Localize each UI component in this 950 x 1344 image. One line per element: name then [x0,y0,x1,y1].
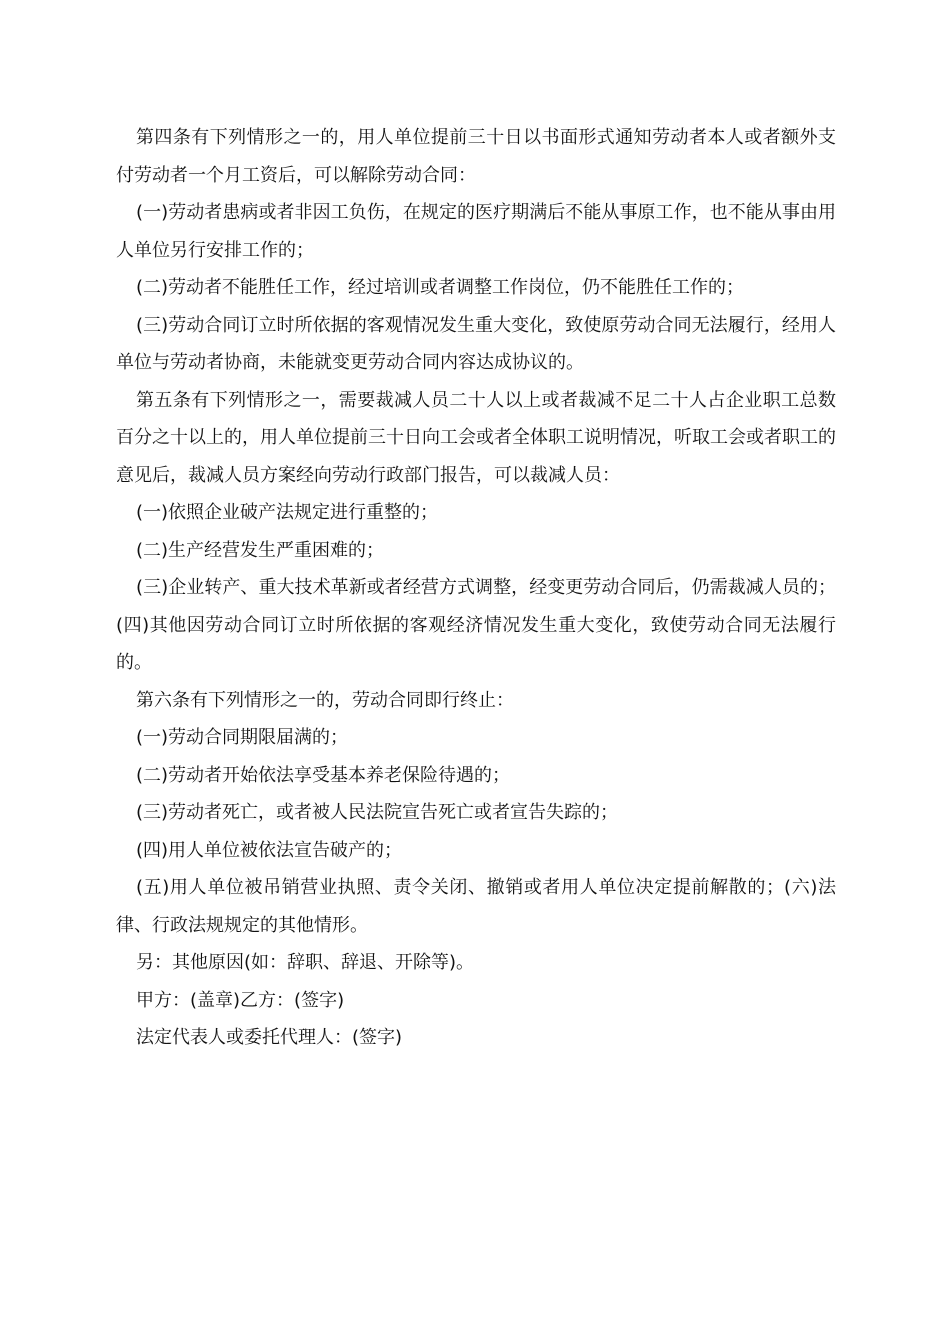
article-4-item-1: (一)劳动者患病或者非因工负伤，在规定的医疗期满后不能从事原工作，也不能从事由用人单位另行安排工作的； [116,202,836,261]
article-6-item-3: (三)劳动者死亡，或者被人民法院宣告死亡或者宣告失踪的； [136,802,619,823]
article-6-item-5-6: (五)用人单位被吊销营业执照、责令关闭、撤销或者用人单位决定提前解散的；(六)法律、行政法规规定的其他情形。 [116,877,836,936]
article-6-item-2: (二)劳动者开始依法享受基本养老保险待遇的； [136,764,511,786]
document-body [116,119,836,1057]
article-6-intro: 第六条有下列情形之一的，劳动合同即行终止： [136,689,514,711]
party-signatures-line: 甲方：(盖章)乙方：(签字) [136,989,345,1011]
article-4-item-2: (二)劳动者不能胜任工作，经过培训或者调整工作岗位，仍不能胜任工作的； [136,277,745,298]
article-5-item-2: (二)生产经营发生严重困难的； [136,539,385,561]
article-6-item-4: (四)用人单位被依法宣告破产的； [136,839,403,861]
article-4-item-3: (三)劳动合同订立时所依据的客观情况发生重大变化，致使原劳动合同无法履行，经用人单位与劳动者协商，未能就变更劳动合同内容达成协议的。 [116,314,836,373]
legal-representative-line: 法定代表人或委托代理人：(签字) [136,1027,403,1048]
other-reasons-note: 另：其他原因(如：辞职、辞退、开除等)。 [136,952,475,973]
article-4-intro: 第四条有下列情形之一的，用人单位提前三十日以书面形式通知劳动者本人或者额外支付劳动者一个月工资后，可以解除劳动合同： [116,127,836,186]
article-5-item-1: (一)依照企业破产法规定进行重整的； [136,502,439,523]
article-6-item-1: (一)劳动合同期限届满的； [136,727,349,748]
article-5-item-3-4: (三)企业转产、重大技术革新或者经营方式调整，经变更劳动合同后，仍需裁减人员的；(四)其他因劳动合同订立时所依据的客观经济情况发生重大变化，致使劳动合同无法履行的。 [116,577,836,673]
article-5-intro: 第五条有下列情形之一，需要裁减人员二十人以上或者裁减不足二十人占企业职工总数百分之十以上的，用人单位提前三十日向工会或者全体职工说明情况，听取工会或者职工的意见后，裁减人员方案经向劳动行政部门报告，可以裁减人员： [116,389,836,486]
